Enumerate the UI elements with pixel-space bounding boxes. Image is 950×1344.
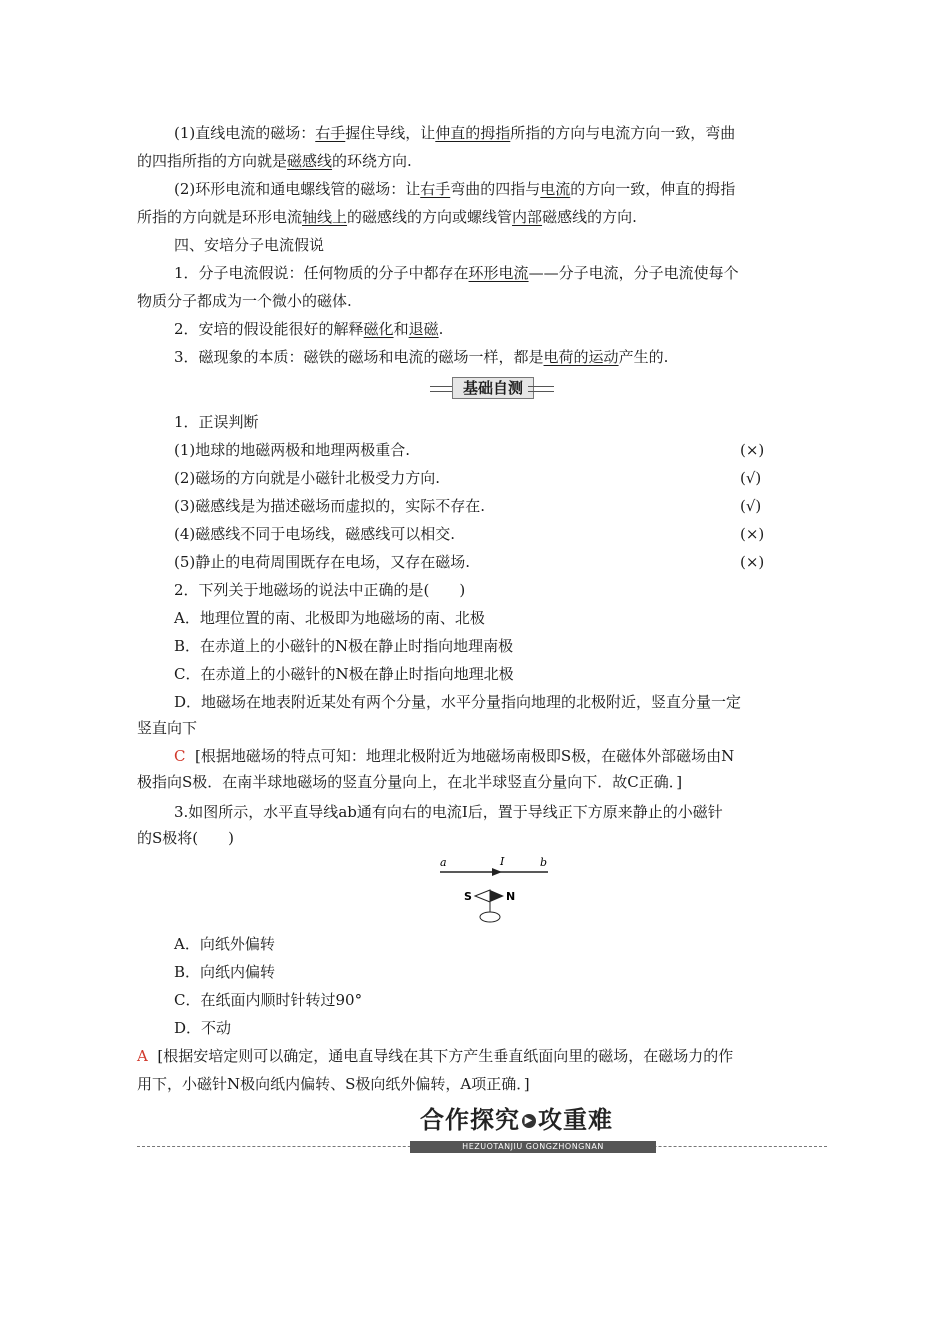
label-n: N — [506, 890, 516, 903]
blank-answer: 磁化 — [363, 320, 394, 338]
label-s: S — [464, 890, 472, 903]
blank-answer: 电流 — [540, 180, 571, 198]
judgment-item-mark: (√) — [740, 469, 762, 487]
banner-label: 基础自测 — [452, 377, 534, 399]
paragraph-straight-current — [174, 123, 854, 143]
list-item — [174, 263, 854, 283]
section-title-b: 攻重难 — [538, 1106, 613, 1134]
blank-answer: 右手 — [315, 124, 346, 142]
blank-answer: 内部 — [512, 208, 543, 226]
question-stem: 3.如图所示，水平直导线ab通有向右的电流I后，置于导线正下方原来静止的小磁针 — [174, 803, 723, 821]
label-b: b — [540, 856, 548, 869]
option: C．在纸面内顺时针转过90° — [174, 991, 363, 1009]
paragraph-loop-current — [174, 179, 854, 199]
blank-answer: 伸直的拇指 — [435, 124, 511, 142]
answer-letter: C — [174, 747, 186, 765]
text: (2)环形电流和通电螺线管的磁场：让 — [174, 180, 421, 198]
text: 弯曲的四指与 — [450, 180, 541, 198]
blank-answer: 退磁 — [408, 320, 439, 338]
text: ——分子电流，分子电流使每个 — [528, 264, 739, 282]
text: 握住导线，让 — [345, 124, 436, 142]
blank-answer: 轴线上 — [302, 208, 348, 226]
question-stem: 2．下列关于地磁场的说法中正确的是( ) — [174, 581, 466, 599]
paragraph-straight-current-cont — [137, 151, 817, 171]
answer-explanation-cont: 用下，小磁针N极向纸内偏转、S极向纸外偏转，A项正确．] — [137, 1075, 530, 1093]
needle-north-icon — [490, 890, 504, 902]
option-cont: 竖直向下 — [137, 719, 198, 737]
blank-answer: 环形电流 — [468, 264, 529, 282]
banner-bar-right — [528, 386, 554, 392]
judgment-item-mark: (×) — [740, 441, 765, 459]
option: A．地理位置的南、北极即为地磁场的南、北极 — [174, 609, 485, 627]
answer-explanation — [174, 746, 854, 766]
blank-answer: 磁感线 — [287, 152, 333, 170]
question-stem-cont: 的S极将( ) — [137, 829, 234, 847]
judgment-item-mark: (×) — [740, 525, 765, 543]
text: 3．磁现象的本质：磁铁的磁场和电流的磁场一样，都是 — [174, 348, 544, 366]
option: B．向纸内偏转 — [174, 963, 276, 981]
text: 的方向一致，伸直的拇指 — [570, 180, 736, 198]
section-heading: 四、安培分子电流假说 — [174, 236, 325, 254]
text: 的四指所指的方向就是 — [137, 152, 288, 170]
compass-base — [480, 912, 500, 922]
blank-answer: 右手 — [420, 180, 451, 198]
section-subtitle: HEZUOTANJIU GONGZHONGNAN — [410, 1141, 656, 1153]
self-test-banner — [430, 375, 554, 399]
list-item — [174, 347, 854, 367]
section-title-a: 合作探究 — [420, 1106, 520, 1134]
blank-answer: 电荷的运动 — [543, 348, 619, 366]
text: 和 — [393, 320, 409, 338]
question-title: 1．正误判断 — [174, 413, 259, 431]
text: 2．安培的假设能很好的解释 — [174, 320, 364, 338]
label-i: I — [500, 855, 505, 868]
arrow-icon: ▶ — [522, 1114, 536, 1128]
text: 磁感线的方向. — [542, 208, 637, 226]
judgment-item-text: (5)静止的电荷周围既存在电场，又存在磁场. — [174, 553, 471, 571]
text: 产生的. — [618, 348, 669, 366]
answer-explanation — [137, 1046, 817, 1066]
list-item-cont: 物质分子都成为一个微小的磁体. — [137, 292, 352, 310]
option: A．向纸外偏转 — [174, 935, 275, 953]
text: 所指的方向与电流方向一致，弯曲 — [510, 124, 736, 142]
current-arrow-icon — [492, 868, 502, 876]
text: [根据地磁场的特点可知：地理北极附近为地磁场南极即S极，在磁体外部磁场由N — [195, 747, 735, 765]
judgment-item-text: (2)磁场的方向就是小磁针北极受力方向. — [174, 469, 441, 487]
judgment-item-mark: (×) — [740, 553, 765, 571]
option: B．在赤道上的小磁针的N极在静止时指向地理南极 — [174, 637, 514, 655]
text: (1)直线电流的磁场： — [174, 124, 316, 142]
text: 1．分子电流假说：任何物质的分子中都存在 — [174, 264, 469, 282]
option: D．地磁场在地表附近某处有两个分量，水平分量指向地理的北极附近，竖直分量一定 — [174, 693, 742, 711]
judgment-item-mark: (√) — [740, 497, 762, 515]
option: D．不动 — [174, 1019, 232, 1037]
list-item — [174, 319, 854, 339]
label-a: a — [440, 856, 447, 869]
section-title — [420, 1105, 613, 1135]
paragraph-loop-current-cont — [137, 207, 817, 227]
text: 的环绕方向. — [332, 152, 412, 170]
judgment-item-text: (3)磁感线是为描述磁场而虚拟的，实际不存在. — [174, 497, 486, 515]
text: 的磁感线的方向或螺线管 — [347, 208, 513, 226]
option: C．在赤道上的小磁针的N极在静止时指向地理北极 — [174, 665, 514, 683]
text: . — [438, 320, 444, 338]
text: [根据安培定则可以确定，通电直导线在其下方产生垂直纸面向里的磁场，在磁场力的作 — [157, 1047, 734, 1065]
text: 所指的方向就是环形电流 — [137, 208, 303, 226]
judgment-item-text: (1)地球的地磁两极和地理两极重合. — [174, 441, 411, 459]
wire-compass-figure — [436, 852, 556, 932]
answer-letter: A — [137, 1047, 148, 1065]
needle-south-icon — [475, 890, 490, 902]
answer-explanation-cont: 极指向S极．在南半球地磁场的竖直分量向上，在北半球竖直分量向下．故C正确．] — [137, 773, 683, 791]
judgment-item-text: (4)磁感线不同于电场线，磁感线可以相交. — [174, 525, 456, 543]
